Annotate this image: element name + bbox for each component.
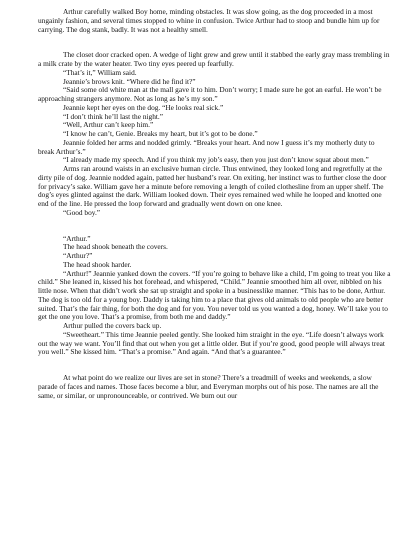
story-section-2 [38, 51, 392, 217]
section-break [38, 34, 392, 51]
paragraph: Jeannie kept her eyes on the dog. “He looks real sick.” [63, 102, 224, 112]
paragraph: The head shook harder. [63, 259, 132, 269]
section-break [38, 357, 392, 374]
paragraph: “Sweetheart.” This time Jeannie peeled gently. She looked him straight in the eye. “Life doesn’t always work out the way we want. You’ll find that out when you get a little older. But if you’re good, good people will always treat you well.” She kissed him. “That’s a promise.” And again. “And that’s a guarantee.” [38, 329, 385, 357]
paragraph: The head shook beneath the covers. [63, 242, 168, 252]
story-section-3 [38, 235, 392, 358]
paragraph: Jeannie folded her arms and nodded grimly. “Breaks your heart. And now I guess it’s my motherly duty to break Arthur’s.” [38, 137, 375, 156]
paragraph: “That’s it,” William said. [63, 67, 137, 77]
paragraph: Jeannie’s brows knit. “Where did he find it?” [63, 76, 196, 86]
paragraph: “Arthur?” [63, 251, 93, 260]
story-section-4 [38, 374, 392, 400]
paragraph: Arthur carefully walked Boy home, minding obstacles. It was slow going, as the dog proceeded in a most ungainly fashion, and several times stopped to whine in confusion. Twice Arthur had to stoop and bundle him up for carrying. The dog stank, badly. It was not a healthy smell. [38, 7, 380, 34]
story-section-1 [38, 8, 392, 34]
paragraph: Arthur pulled the covers back up. [63, 321, 162, 330]
paragraph: “Well, Arthur can’t keep him.” [63, 120, 154, 130]
paragraph: “Said some old white man at the mall gave it to him. Don’t worry; I made sure he got an earful. He won’t be approaching strangers anymore. Not as long as he’s my son.” [38, 85, 382, 103]
paragraph: The closet door cracked open. A wedge of light grew and grew until it stabbed the early gray mass trembling in a milk crate by the water heater. Two tiny eyes peered up fearfully. [38, 50, 390, 68]
paragraph: Arms ran around waists in an exclusive human circle. Thus entwined, they looked long and regretfully at the dirty pile of dog. Jeannie nodded again, patted her husband’s rear. On exiting, her instinct was to further close the door for privacy’s sake. William gave her a minute before removing a length of coiled clothesline from an upper shelf. The dog’s eyes glinted against the dark. William looked down. Their eyes remained wed while he looped and knotted one end of the line. He pressed the loop forward and gradually went down on one knee. [38, 164, 387, 208]
paragraph: “Arthur!” Jeannie yanked down the covers. “If you’re going to behave like a child, I’m going to treat you like a child.” She leaned in, kissed his hot forehead, and whispered, “Child.” Jeannie smoothed him all over, nibbled on his little nose. When that didn’t work she sat up straight and spoke in a businesslike manner. “This has to be done, Arthur. The dog is too old for a young boy. Daddy is taking him to a place that gives old animals to old people who are better suited. That’s the fair thing, for both the dog and for you. You never told us you wanted a dog, honey. We’ll take you to get the one you love. That’s a promise, from both me and daddy.” [38, 268, 391, 322]
paragraph: “Good boy.” [63, 207, 101, 217]
paragraph: At what point do we realize our lives are set in stone? There’s a treadmill of weeks and weekends, a slow parade of faces and names. Those faces become a blur, and Everyman morphs out of his pose. The names are all the same, or similar, or unpronounceable, or contrived. We bum out our [38, 373, 379, 400]
paragraph: “I already made my speech. And if you think my job’s easy, then you just don’t know squat about men.” [63, 155, 369, 165]
paragraph: “I know he can’t, Genie. Breaks my heart, but it’s got to be done.” [63, 129, 258, 138]
paragraph: “Arthur.” [63, 233, 91, 243]
section-break [38, 218, 392, 235]
paragraph: “I don’t think he’ll last the night.” [63, 111, 164, 121]
